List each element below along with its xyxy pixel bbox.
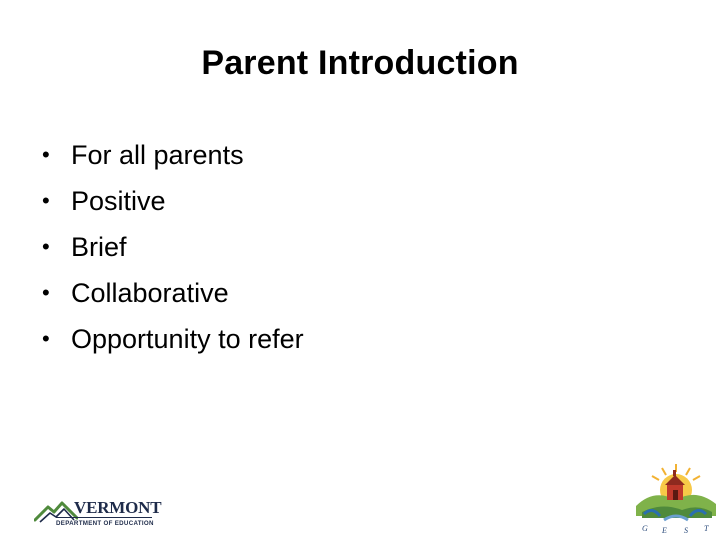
bullet-text: Brief xyxy=(71,231,127,262)
gest-letter: G xyxy=(642,524,648,533)
bullet-item xyxy=(42,178,304,224)
bullet-text: For all parents xyxy=(71,139,244,170)
gest-letter: E xyxy=(662,526,667,535)
vermont-wordmark: VERMONT xyxy=(74,498,162,517)
bullet-item xyxy=(42,224,304,270)
bullet-marker: • xyxy=(42,326,50,351)
gest-letter: S xyxy=(684,526,688,535)
bullet-item xyxy=(42,270,304,316)
logo-divider xyxy=(56,517,152,518)
bullet-text: Opportunity to refer xyxy=(71,323,304,354)
gest-letter: T xyxy=(704,524,709,533)
bullet-marker: • xyxy=(42,188,50,213)
bullet-item xyxy=(42,132,304,178)
vermont-doe-logo xyxy=(34,496,162,532)
bullet-item xyxy=(42,316,304,362)
bullet-text: Collaborative xyxy=(71,277,229,308)
bullet-marker: • xyxy=(42,142,50,167)
slide-title: Parent Introduction xyxy=(201,44,519,82)
bullet-marker: • xyxy=(42,280,50,305)
schoolhouse-sun-icon xyxy=(632,462,718,524)
gest-logo xyxy=(632,462,718,538)
bullet-text: Positive xyxy=(71,185,166,216)
vermont-dept-subtitle: DEPARTMENT OF EDUCATION xyxy=(56,520,154,527)
bullet-marker: • xyxy=(42,234,50,259)
bullet-list xyxy=(42,132,304,362)
